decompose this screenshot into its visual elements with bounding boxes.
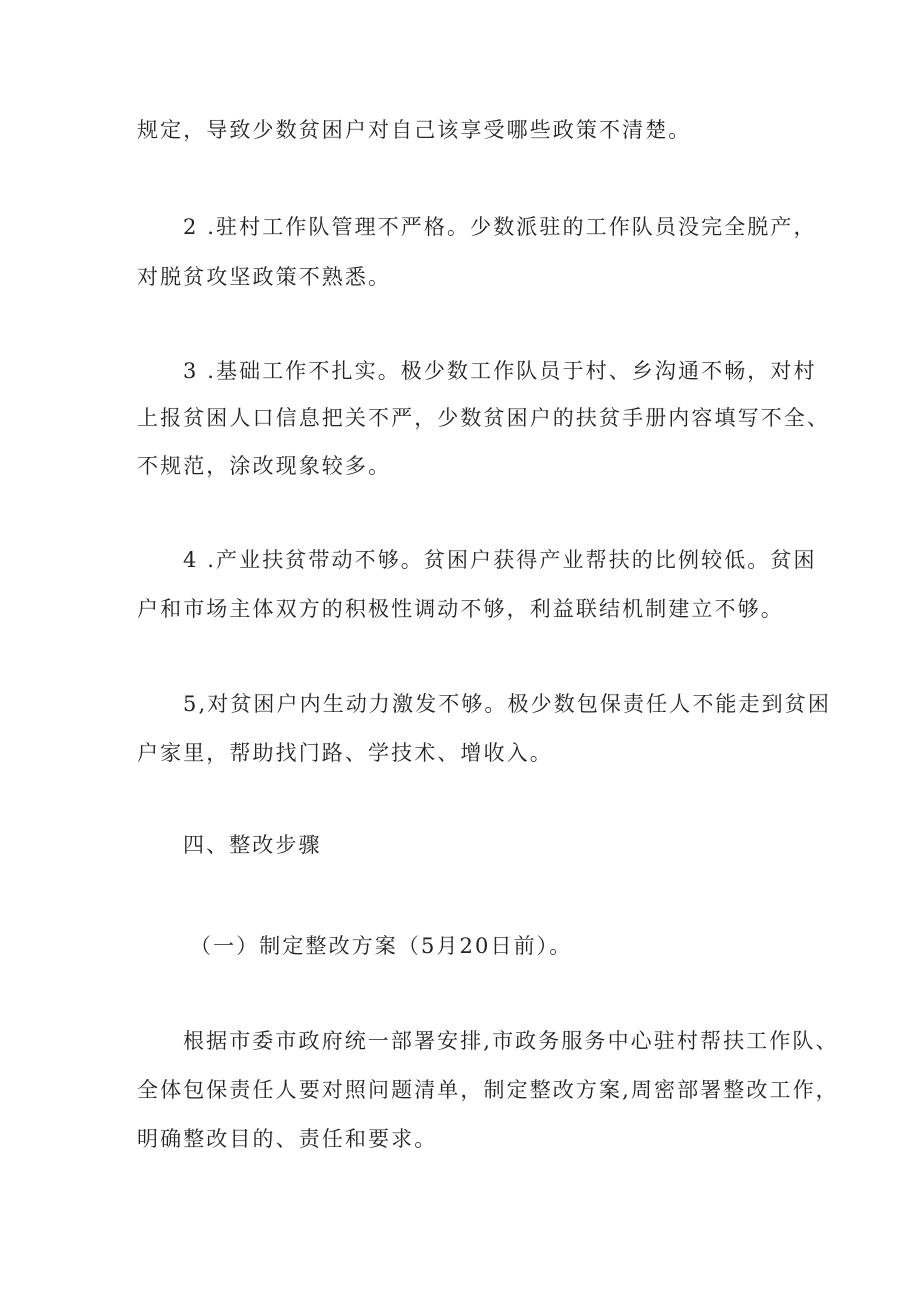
- text-line: 2 .驻村工作队管理不严格。少数派驻的工作队员没完全脱产，: [183, 215, 817, 239]
- text-line: 明确整改目的、责任和要求。: [137, 1127, 438, 1151]
- text-line: 4 .产业扶贫带动不够。贫困户获得产业帮扶的比例较低。贫困: [183, 548, 817, 572]
- text-line: 对脱贫攻坚政策不熟悉。: [137, 265, 392, 289]
- text-line: 5,对贫困户内生动力激发不够。极少数包保责任人不能走到贫困: [183, 692, 831, 716]
- subsection-heading: （一）制定整改方案（5月20日前）。: [190, 934, 573, 958]
- text-line: 不规范，涂改现象较多。: [137, 454, 392, 478]
- text-line: 户家里，帮助找门路、学技术、增收入。: [137, 741, 553, 765]
- section-heading: 四、整改步骤: [183, 833, 322, 857]
- text-line: 上报贫困人口信息把关不严，少数贫困户的扶贫手册内容填写不全、: [137, 406, 830, 430]
- text-line: 3 .基础工作不扎实。极少数工作队员于村、乡沟通不畅，对村: [183, 359, 817, 383]
- text-line: 根据市委市政府统一部署安排,市政务服务中心驻村帮扶工作队、: [183, 1029, 839, 1053]
- text-line: 全体包保责任人要对照问题清单，制定整改方案,周密部署整改工作，: [137, 1078, 839, 1102]
- text-line: 户和市场主体双方的积极性调动不够，利益联结机制建立不够。: [137, 597, 784, 621]
- text-line: 规定，导致少数贫困户对自己该享受哪些政策不清楚。: [137, 118, 692, 142]
